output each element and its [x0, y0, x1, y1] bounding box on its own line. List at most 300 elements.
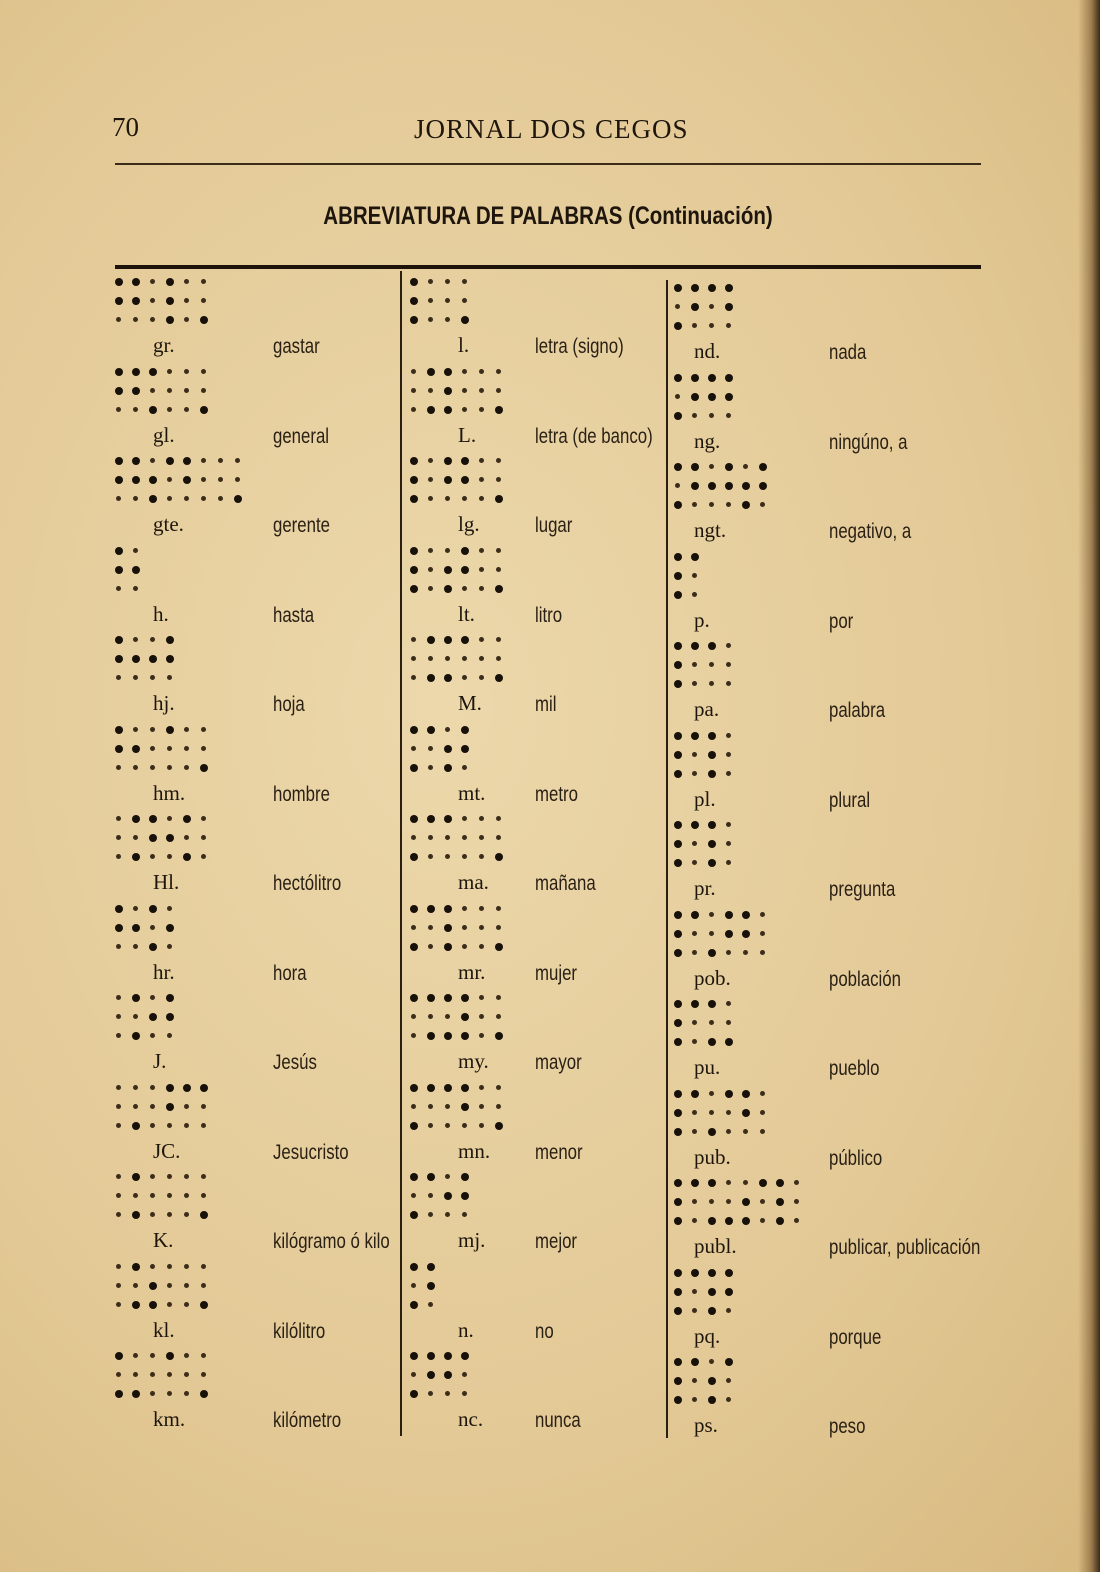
braille-dot-raised	[200, 1301, 208, 1309]
braille-dot-raised	[708, 859, 716, 867]
braille-dot-flat	[760, 950, 765, 955]
abbreviation-text: publ.	[694, 1234, 737, 1258]
braille-dot-flat	[428, 496, 433, 501]
braille-cell	[674, 463, 874, 523]
braille-dot-raised	[674, 463, 682, 471]
braille-dot-raised	[691, 1358, 699, 1366]
braille-dot-flat	[709, 931, 714, 936]
braille-dot-flat	[479, 656, 484, 661]
braille-dot-flat	[411, 656, 416, 661]
abbreviation-text: M.	[458, 691, 482, 715]
braille-dot-raised	[427, 1263, 435, 1271]
meaning-text: mayor	[535, 1051, 582, 1074]
braille-dot-flat	[184, 1283, 189, 1288]
braille-dot-flat	[709, 464, 714, 469]
braille-dot-flat	[116, 1123, 121, 1128]
braille-dot-raised	[691, 821, 699, 829]
braille-dot-flat	[428, 746, 433, 751]
braille-cell	[410, 457, 610, 517]
braille-dot-flat	[496, 1085, 501, 1090]
braille-cell	[115, 368, 315, 428]
braille-dot-flat	[496, 925, 501, 930]
braille-dot-flat	[411, 637, 416, 642]
braille-dot-raised	[410, 1352, 418, 1360]
braille-dot-flat	[726, 1199, 731, 1204]
braille-dot-flat	[428, 944, 433, 949]
braille-dot-raised	[725, 303, 733, 311]
braille-dot-raised	[742, 1217, 750, 1225]
braille-dot-raised	[115, 387, 123, 395]
braille-dot-flat	[428, 298, 433, 303]
braille-dot-flat	[709, 502, 714, 507]
braille-dot-raised	[132, 745, 140, 753]
braille-dot-flat	[201, 854, 206, 859]
braille-dot-flat	[692, 323, 697, 328]
braille-dot-raised	[410, 1173, 418, 1181]
braille-dot-flat	[150, 765, 155, 770]
braille-dot-raised	[410, 1084, 418, 1092]
braille-dot-flat	[726, 1110, 731, 1115]
braille-dot-flat	[116, 675, 121, 680]
braille-dot-flat	[726, 1397, 731, 1402]
braille-dot-flat	[462, 298, 467, 303]
braille-dot-raised	[461, 1103, 469, 1111]
braille-dot-raised	[427, 905, 435, 913]
braille-dot-flat	[760, 1218, 765, 1223]
braille-dot-flat	[133, 1193, 138, 1198]
braille-dot-raised	[691, 393, 699, 401]
braille-dot-raised	[708, 949, 716, 957]
abbreviation-text: pa.	[694, 697, 720, 721]
meaning-text: general	[273, 424, 330, 448]
braille-dot-flat	[150, 1372, 155, 1377]
braille-dot-flat	[726, 841, 731, 846]
braille-dot-raised	[495, 1122, 503, 1130]
braille-dot-raised	[674, 322, 682, 330]
braille-dot-flat	[428, 1104, 433, 1109]
braille-dot-raised	[674, 1269, 682, 1277]
braille-dot-flat	[167, 765, 172, 770]
braille-dot-flat	[150, 854, 155, 859]
braille-dot-raised	[427, 636, 435, 644]
abbreviation-entry	[674, 553, 1074, 643]
braille-dot-flat	[411, 1014, 416, 1019]
braille-cell	[115, 815, 315, 875]
meaning-text: por	[829, 609, 854, 633]
braille-dot-flat	[794, 1218, 799, 1223]
braille-dot-flat	[150, 1264, 155, 1269]
braille-cell	[115, 636, 315, 696]
braille-dot-raised	[444, 585, 452, 593]
braille-dot-flat	[411, 746, 416, 751]
meaning-text: peso	[829, 1415, 866, 1438]
braille-dot-raised	[149, 476, 157, 484]
braille-dot-flat	[218, 458, 223, 463]
abbreviation-text: gr.	[153, 333, 175, 357]
meaning-text: mujer	[535, 961, 578, 985]
braille-dot-flat	[692, 1020, 697, 1025]
braille-dot-raised	[495, 585, 503, 593]
braille-dot-flat	[201, 746, 206, 751]
abbreviation-text: n.	[458, 1317, 474, 1342]
braille-dot-raised	[495, 853, 503, 861]
braille-dot-flat	[184, 765, 189, 770]
braille-dot-raised	[444, 1192, 452, 1200]
braille-dot-flat	[167, 1283, 172, 1288]
braille-dot-flat	[479, 477, 484, 482]
braille-dot-flat	[428, 1212, 433, 1217]
braille-dot-raised	[674, 1128, 682, 1136]
meaning-text: mil	[535, 693, 557, 716]
abbreviation-text: JC.	[153, 1138, 181, 1163]
abbreviation-text: hm.	[153, 780, 186, 805]
braille-dot-raised	[742, 501, 750, 509]
abbreviation-text: pu.	[694, 1055, 721, 1079]
braille-dot-flat	[201, 835, 206, 840]
braille-dot-raised	[410, 457, 418, 465]
braille-dot-raised	[742, 911, 750, 919]
abbreviation-text: K.	[153, 1228, 174, 1252]
braille-dot-raised	[115, 566, 123, 574]
braille-dot-flat	[675, 394, 680, 399]
braille-dot-raised	[759, 463, 767, 471]
braille-dot-raised	[183, 457, 191, 465]
braille-dot-flat	[445, 1104, 450, 1109]
braille-dot-raised	[149, 406, 157, 414]
braille-dot-flat	[496, 1014, 501, 1019]
braille-dot-raised	[674, 412, 682, 420]
braille-dot-flat	[411, 835, 416, 840]
braille-cell	[674, 642, 874, 702]
braille-cell	[410, 1263, 610, 1323]
braille-dot-flat	[692, 502, 697, 507]
braille-dot-flat	[201, 388, 206, 393]
braille-dot-raised	[132, 368, 140, 376]
braille-dot-raised	[725, 911, 733, 919]
braille-dot-raised	[132, 1032, 140, 1040]
braille-dot-flat	[726, 1020, 731, 1025]
braille-dot-flat	[218, 496, 223, 501]
braille-dot-raised	[410, 764, 418, 772]
meaning-text: hoja	[273, 693, 305, 716]
braille-dot-flat	[133, 675, 138, 680]
braille-dot-raised	[115, 297, 123, 305]
braille-dot-raised	[427, 674, 435, 682]
braille-dot-raised	[410, 1390, 418, 1398]
braille-dot-raised	[166, 1352, 174, 1360]
braille-dot-flat	[201, 279, 206, 284]
braille-dot-flat	[411, 388, 416, 393]
braille-dot-flat	[411, 925, 416, 930]
braille-dot-raised	[410, 566, 418, 574]
braille-dot-raised	[149, 655, 157, 663]
braille-dot-raised	[674, 821, 682, 829]
braille-dot-flat	[150, 995, 155, 1000]
braille-dot-flat	[235, 477, 240, 482]
braille-dot-raised	[708, 1179, 716, 1187]
braille-dot-raised	[444, 406, 452, 414]
meaning-text: publicar, publicación	[829, 1236, 981, 1259]
braille-dot-flat	[496, 656, 501, 661]
braille-dot-raised	[166, 297, 174, 305]
braille-dot-raised	[200, 764, 208, 772]
braille-dot-flat	[116, 407, 121, 412]
braille-dot-raised	[674, 1377, 682, 1385]
meaning-text: nunca	[535, 1409, 581, 1432]
braille-dot-flat	[462, 675, 467, 680]
braille-dot-flat	[726, 733, 731, 738]
braille-cell	[674, 553, 874, 613]
braille-cell	[410, 1084, 610, 1144]
braille-dot-raised	[444, 674, 452, 682]
braille-dot-raised	[691, 284, 699, 292]
braille-dot-raised	[461, 1013, 469, 1021]
abbreviation-text: lg.	[458, 512, 480, 536]
braille-dot-raised	[132, 1390, 140, 1398]
braille-dot-flat	[150, 1193, 155, 1198]
abbreviation-text: my.	[458, 1049, 489, 1073]
braille-dot-flat	[201, 1372, 206, 1377]
braille-dot-flat	[201, 369, 206, 374]
braille-dot-raised	[708, 1396, 716, 1404]
braille-dot-raised	[708, 1128, 716, 1136]
braille-dot-flat	[184, 388, 189, 393]
braille-dot-raised	[742, 482, 750, 490]
braille-dot-flat	[462, 388, 467, 393]
braille-dot-flat	[692, 1397, 697, 1402]
braille-dot-raised	[691, 482, 699, 490]
braille-dot-raised	[427, 368, 435, 376]
braille-dot-flat	[184, 279, 189, 284]
braille-dot-flat	[462, 656, 467, 661]
braille-dot-flat	[462, 1372, 467, 1377]
braille-dot-flat	[167, 1193, 172, 1198]
braille-dot-raised	[115, 368, 123, 376]
braille-dot-flat	[496, 369, 501, 374]
braille-dot-raised	[674, 1307, 682, 1315]
braille-dot-raised	[708, 1038, 716, 1046]
meaning-text: hora	[273, 961, 307, 985]
braille-dot-raised	[674, 949, 682, 957]
braille-dot-flat	[479, 906, 484, 911]
braille-dot-flat	[150, 727, 155, 732]
braille-dot-raised	[742, 1198, 750, 1206]
braille-cell	[674, 284, 874, 344]
braille-dot-flat	[692, 931, 697, 936]
braille-dot-flat	[445, 317, 450, 322]
braille-dot-raised	[708, 1307, 716, 1315]
braille-dot-raised	[674, 1217, 682, 1225]
braille-dot-raised	[183, 815, 191, 823]
braille-dot-flat	[675, 304, 680, 309]
braille-dot-raised	[725, 1269, 733, 1277]
braille-dot-raised	[708, 770, 716, 778]
meaning-text: ningúno, a	[829, 430, 908, 454]
braille-dot-raised	[444, 924, 452, 932]
braille-dot-raised	[691, 1179, 699, 1187]
braille-dot-flat	[794, 1199, 799, 1204]
braille-dot-flat	[116, 1283, 121, 1288]
braille-dot-flat	[479, 816, 484, 821]
braille-dot-flat	[428, 765, 433, 770]
braille-dot-raised	[495, 1032, 503, 1040]
braille-dot-raised	[461, 1192, 469, 1200]
braille-dot-raised	[674, 1019, 682, 1027]
braille-dot-raised	[410, 994, 418, 1002]
braille-dot-flat	[692, 1110, 697, 1115]
braille-dot-flat	[167, 496, 172, 501]
braille-dot-flat	[167, 1033, 172, 1038]
braille-dot-flat	[445, 496, 450, 501]
braille-dot-flat	[709, 681, 714, 686]
braille-dot-flat	[709, 304, 714, 309]
braille-dot-raised	[725, 482, 733, 490]
braille-dot-flat	[726, 502, 731, 507]
braille-dot-raised	[708, 1217, 716, 1225]
braille-cell	[115, 1173, 315, 1233]
braille-dot-flat	[692, 1218, 697, 1223]
braille-dot-flat	[184, 298, 189, 303]
braille-dot-raised	[708, 1288, 716, 1296]
braille-dot-flat	[428, 317, 433, 322]
abbreviation-text: ps.	[694, 1413, 718, 1437]
braille-dot-raised	[132, 457, 140, 465]
braille-dot-raised	[776, 1179, 784, 1187]
braille-dot-flat	[184, 1353, 189, 1358]
braille-dot-flat	[760, 1129, 765, 1134]
braille-dot-flat	[116, 1085, 121, 1090]
meaning-text: hombre	[273, 782, 330, 806]
braille-dot-flat	[167, 906, 172, 911]
braille-dot-raised	[132, 994, 140, 1002]
braille-dot-raised	[725, 1358, 733, 1366]
braille-dot-flat	[133, 944, 138, 949]
braille-dot-raised	[674, 1090, 682, 1098]
braille-dot-raised	[674, 374, 682, 382]
page-spine-shadow	[1078, 0, 1100, 1572]
braille-dot-flat	[133, 906, 138, 911]
braille-dot-flat	[709, 1091, 714, 1096]
braille-dot-flat	[462, 816, 467, 821]
braille-dot-raised	[708, 821, 716, 829]
braille-dot-flat	[496, 388, 501, 393]
braille-dot-raised	[410, 943, 418, 951]
braille-dot-flat	[479, 835, 484, 840]
braille-dot-flat	[133, 317, 138, 322]
header-rule	[115, 163, 981, 165]
braille-dot-flat	[479, 1104, 484, 1109]
meaning-text: hectólitro	[273, 872, 342, 895]
abbreviation-text: mt.	[458, 780, 486, 805]
braille-dot-flat	[428, 477, 433, 482]
braille-dot-flat	[726, 413, 731, 418]
braille-dot-flat	[133, 1353, 138, 1358]
braille-dot-flat	[726, 1180, 731, 1185]
braille-dot-flat	[726, 1001, 731, 1006]
braille-dot-flat	[709, 1020, 714, 1025]
braille-cell	[674, 1269, 874, 1329]
braille-cell	[410, 726, 610, 786]
braille-dot-raised	[410, 853, 418, 861]
braille-dot-flat	[116, 816, 121, 821]
abbreviation-text: pob.	[694, 965, 731, 990]
braille-dot-flat	[150, 637, 155, 642]
braille-dot-flat	[167, 1372, 172, 1377]
braille-dot-flat	[150, 317, 155, 322]
abbreviation-entry	[674, 911, 1074, 1001]
braille-dot-flat	[479, 637, 484, 642]
abbreviation-entry	[674, 463, 1074, 553]
braille-dot-raised	[410, 495, 418, 503]
braille-cell	[674, 1000, 874, 1060]
braille-dot-raised	[461, 457, 469, 465]
braille-dot-flat	[743, 1129, 748, 1134]
braille-dot-flat	[184, 1174, 189, 1179]
braille-dot-flat	[743, 1180, 748, 1185]
abbreviation-text: L.	[458, 422, 477, 447]
braille-dot-raised	[166, 636, 174, 644]
braille-dot-flat	[726, 323, 731, 328]
braille-dot-raised	[725, 1090, 733, 1098]
braille-dot-raised	[708, 374, 716, 382]
braille-cell	[410, 547, 610, 607]
braille-dot-raised	[166, 655, 174, 663]
braille-dot-flat	[133, 835, 138, 840]
braille-dot-flat	[133, 1283, 138, 1288]
braille-dot-raised	[427, 994, 435, 1002]
braille-dot-raised	[674, 591, 682, 599]
braille-dot-raised	[427, 1352, 435, 1360]
braille-dot-flat	[201, 1283, 206, 1288]
braille-dot-raised	[166, 1013, 174, 1021]
braille-dot-flat	[184, 369, 189, 374]
braille-dot-raised	[115, 457, 123, 465]
braille-dot-flat	[496, 477, 501, 482]
braille-dot-raised	[461, 316, 469, 324]
braille-cell	[115, 457, 315, 517]
braille-dot-flat	[411, 407, 416, 412]
braille-dot-flat	[116, 1033, 121, 1038]
braille-dot-raised	[461, 476, 469, 484]
braille-dot-flat	[201, 1353, 206, 1358]
braille-dot-raised	[691, 1269, 699, 1277]
meaning-text: kilógramo ó kilo	[273, 1230, 390, 1253]
braille-dot-raised	[115, 924, 123, 932]
braille-dot-raised	[674, 284, 682, 292]
braille-dot-flat	[133, 586, 138, 591]
braille-dot-raised	[674, 1198, 682, 1206]
braille-dot-raised	[674, 1000, 682, 1008]
braille-dot-flat	[479, 548, 484, 553]
braille-dot-flat	[428, 1193, 433, 1198]
braille-cell	[115, 905, 315, 965]
braille-dot-flat	[445, 1174, 450, 1179]
braille-dot-flat	[692, 771, 697, 776]
page-number: 70	[112, 112, 139, 142]
abbreviation-entry	[674, 1090, 1074, 1180]
meaning-text: Jesús	[273, 1051, 317, 1074]
braille-dot-raised	[708, 393, 716, 401]
braille-dot-flat	[150, 1033, 155, 1038]
braille-dot-raised	[674, 911, 682, 919]
braille-dot-flat	[133, 1104, 138, 1109]
braille-dot-flat	[428, 548, 433, 553]
braille-dot-raised	[461, 1032, 469, 1040]
braille-dot-flat	[167, 1212, 172, 1217]
braille-dot-raised	[674, 770, 682, 778]
braille-dot-flat	[116, 1212, 121, 1217]
braille-dot-flat	[760, 502, 765, 507]
